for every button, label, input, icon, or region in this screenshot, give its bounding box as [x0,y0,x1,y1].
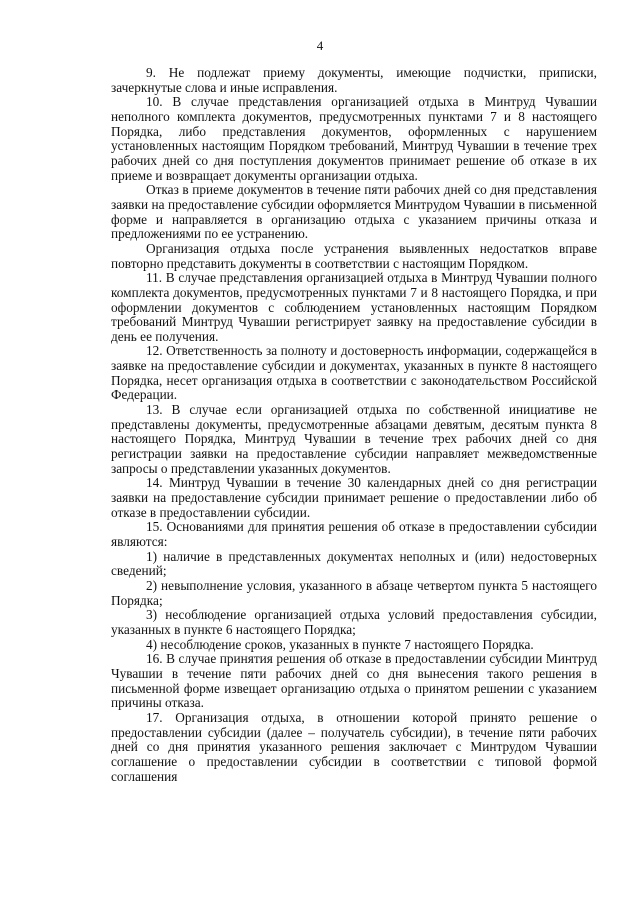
paragraph-resubmission: Организация отдыха после устранения выявленных недостатков вправе повторно представить документы в соответствии с настоящим Порядком. [111,240,597,271]
paragraph-item-13: 13. В случае если организацией отдыха по собственной инициативе не представлены документы, предусмотренные абзацами девятым, десятым пункта 8 настоящего Порядка, Минтруд Чувашии в течение трех рабочих дней со дня регистрации заявки на предоставление субсидии направляет межведомственные запросы о представлении указанных документов. [111,402,597,476]
list-item-15-1: 1) наличие в представленных документах неполных и (или) недостоверных сведений; [111,548,597,579]
paragraph-item-16: 16. В случае принятия решения об отказе в предоставлении субсидии Минтруд Чувашии в течение пяти рабочих дней со дня вынесения такого решения в письменной форме извещает организацию отдыха о принятом решении с указанием причины отказа. [111,651,597,711]
paragraph-item-17: 17. Организация отдыха, в отношении которой принято решение о предоставлении субсидии (далее – получатель субсидии), в течение пяти рабочих дней со дня принятия указанного решения заключает с Минтрудом Чувашии соглашение о предоставлении субсидии в соответствии с типовой формой соглашения [111,709,597,784]
list-item-15-2: 2) невыполнение условия, указанного в абзаце четвертом пункта 5 настоящего Порядка; [111,577,597,608]
page-number: 4 [316,38,324,53]
paragraph-item-12: 12. Ответственность за полноту и достоверность информации, содержащейся в заявке на предоставление субсидии и документах, указанных в пункте 8 настоящего Порядка, несет организация отдыха в соответствии с законодательством Российской Федерации. [111,343,597,403]
paragraph-item-10: 10. В случае представления организацией отдыха в Минтруд Чувашии неполного комплекта документов, предусмотренных пунктами 7 и 8 настоящего Порядка, либо представления документов, оформленных с нарушением установленных настоящим Порядком требований, Минтруд Чувашии в течение трех рабочих дней со дня поступления документов принимает решение об отказе в их приеме и возвращает документы организации отдыха. [111,94,597,183]
paragraph-item-9: 9. Не подлежат приему документы, имеющие подчистки, приписки, зачеркнутые слова и иные исправления. [111,65,597,95]
paragraph-refusal-notice: Отказ в приеме документов в течение пяти рабочих дней со дня представления заявки на предоставление субсидии оформляется Минтрудом Чувашии в письменной форме и направляется в организацию отдыха с указанием причины отказа и предложениями по ее устранению. [111,182,597,242]
paragraph-item-11: 11. В случае представления организацией отдыха в Минтруд Чувашии полного комплекта документов, предусмотренных пунктами 7 и 8 настоящего Порядка, и при оформлении документов с соблюдением установленных настоящим Порядком требований Минтруд Чувашии регистрирует заявку на предоставление субсидии в день ее получения. [111,270,597,344]
paragraph-item-14: 14. Минтруд Чувашии в течение 30 календарных дней со дня регистрации заявки на предоставление субсидии принимает решение о предоставлении либо об отказе в предоставлении субсидии. [111,475,597,520]
paragraph-item-15: 15. Основаниями для принятия решения об отказе в предоставлении субсидии являются: [111,519,597,549]
document-body [111,66,597,784]
list-item-15-4: 4) несоблюдение сроков, указанных в пункте 7 настоящего Порядка. [146,636,534,652]
list-item-15-3: 3) несоблюдение организацией отдыха условий предоставления субсидии, указанных в пункте 6 настоящего Порядка; [111,607,597,637]
